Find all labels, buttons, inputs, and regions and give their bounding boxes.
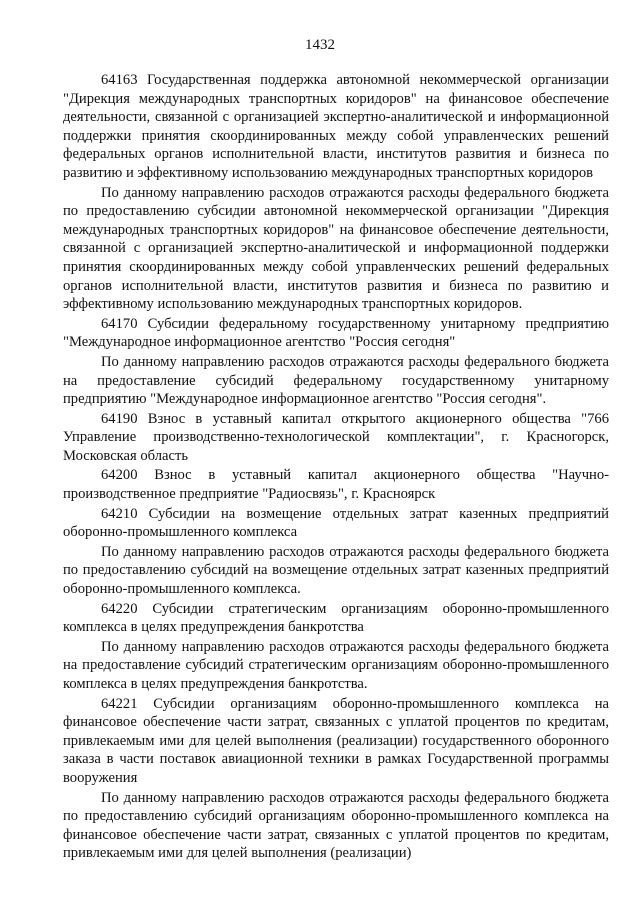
- paragraph-64163-description: По данному направлению расходов отражаются расходы федерального бюджета по предоставлению субсидии автономной некоммерческой организации "Дирекция международных транспортных коридоров" на финансовое обеспечение деятельности, связанной с организацией экспертно-аналитической и информационной поддержки принятия скоординированных между собой управленческих решений федеральных органов исполнительной власти, институтов развития и бизнеса по развитию и эффективному использованию международных транспортных коридоров.: [63, 184, 609, 313]
- paragraph-64221-description: По данному направлению расходов отражаются расходы федерального бюджета по предоставлению субсидий организациям оборонно-промышленного комплекса на финансовое обеспечение части затрат, связанных с уплатой процентов по кредитам, привлекаемым ими для целей выполнения (реализации): [63, 789, 609, 862]
- paragraph-64210-description: По данному направлению расходов отражаются расходы федерального бюджета по предоставлению субсидий на возмещение отдельных затрат казенных предприятий оборонно-промышленного комплекса.: [63, 543, 609, 598]
- paragraph-64170: 64170 Субсидии федеральному государственному унитарному предприятию "Международное информационное агентство "Россия сегодня": [63, 315, 609, 351]
- paragraph-64200: 64200 Взнос в уставный капитал акционерного общества "Научно-производственное предприятие "Радиосвязь", г. Красноярск: [63, 467, 609, 503]
- paragraph-64221: 64221 Субсидии организациям оборонно-промышленного комплекса на финансовое обеспечение части затрат, связанных с уплатой процентов по кредитам, привлекаемым ими для целей выполнения (реализации) государственного оборонного заказа в части поставок авиационной техники в рамках Государственной программы вооружения: [63, 695, 609, 786]
- page-number: 1432: [305, 37, 335, 53]
- paragraph-64220: 64220 Субсидии стратегическим организациям оборонно-промышленного комплекса в целях предупреждения банкротства: [63, 600, 609, 636]
- paragraph-64163: 64163 Государственная поддержка автономной некоммерческой организации "Дирекция международных транспортных коридоров" на финансовое обеспечение деятельности, связанной с организацией экспертно-аналитической и информационной поддержки принятия скоординированных между собой управленческих решений федеральных органов исполнительной власти, институтов развития и бизнеса по развитию и эффективному использованию международных транспортных коридоров: [63, 72, 609, 181]
- document-body: [63, 71, 609, 864]
- paragraph-64220-description: По данному направлению расходов отражаются расходы федерального бюджета на предоставление субсидий стратегическим организациям оборонно-промышленного комплекса в целях предупреждения банкротства.: [63, 638, 609, 692]
- paragraph-64210: 64210 Субсидии на возмещение отдельных затрат казенных предприятий оборонно-промышленного комплекса: [63, 505, 609, 541]
- paragraph-64170-description: По данному направлению расходов отражаются расходы федерального бюджета на предоставление субсидий федеральному государственному унитарному предприятию "Международное информационное агентство "Россия сегодня".: [63, 353, 609, 408]
- paragraph-64190: 64190 Взнос в уставный капитал открытого акционерного общества "766 Управление производственно-технологической комплектации", г. Красногорск, Московская область: [63, 410, 609, 464]
